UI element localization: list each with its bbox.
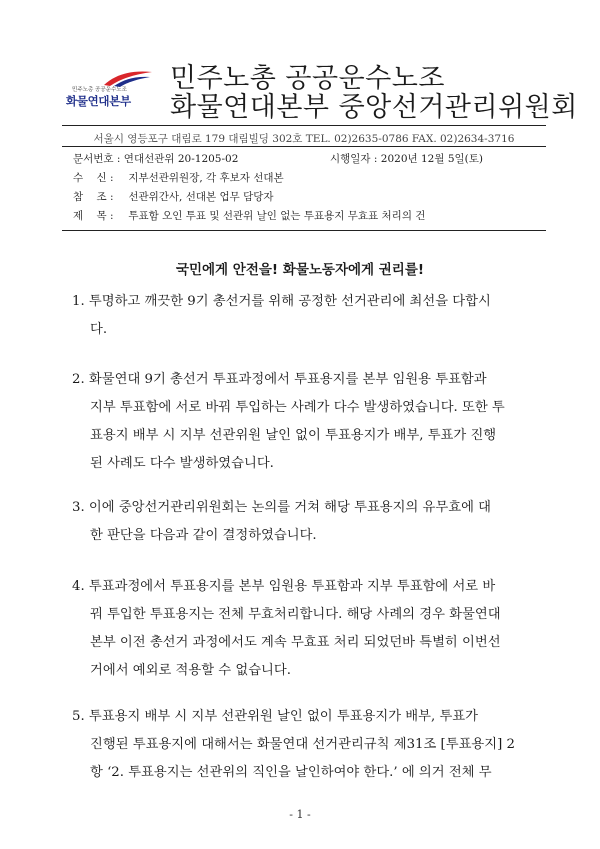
paragraph-line: 3. 이에 중앙선거관리위원회는 논의를 거쳐 해당 투표용지의 유무효에 대 <box>72 500 491 515</box>
header-divider <box>62 125 546 126</box>
paragraph-1 <box>72 288 550 344</box>
paragraph-5 <box>72 703 550 787</box>
org-title-line2: 화물연대본부 중앙선거관리위원회 <box>170 92 578 123</box>
paragraph-line: 다. <box>90 322 108 337</box>
page-number: - 1 - <box>289 808 311 821</box>
paragraph-3 <box>72 494 550 550</box>
paragraph-line: 항 ‘2. 투표용지는 선관위의 직인을 날인하여야 한다.’ 에 의거 전체 무 <box>90 765 492 780</box>
paragraph-line: 1. 투명하고 깨끗한 9기 총선거를 위해 공정한 선거관리에 최선을 다합시 <box>72 294 491 309</box>
paragraph-2 <box>72 366 550 478</box>
doc-number-label: 문서번호 : <box>73 153 121 165</box>
subject-row <box>73 208 425 223</box>
paragraph-line: 진행된 투표용지에 대해서는 화물연대 선거관리규칙 제31조 [투표용지] 2 <box>90 737 515 752</box>
paragraph-line: 된 사례도 다수 발생하였습니다. <box>90 456 274 471</box>
meta-divider <box>62 230 546 231</box>
recipient: 지부선관위원장, 각 후보자 선대본 <box>128 172 284 184</box>
cc: 선관위간사, 선대본 업무 담당자 <box>128 191 274 203</box>
cc-row <box>73 189 274 204</box>
cc-label: 참 조 : <box>73 191 114 203</box>
logo-name: 화물연대본부 <box>66 94 131 108</box>
paragraph-line: 본부 이전 총선거 과정에서도 계속 무효표 처리 되었던바 특별히 이번선 <box>90 635 501 650</box>
paragraph-line: 2. 화물연대 9기 총선거 투표과정에서 투표용지를 본부 임원용 투표함과 <box>72 372 487 387</box>
paragraph-line: 표용지 배부 시 지부 선관위원 날인 없이 투표용지가 배부, 투표가 진행 <box>90 428 497 443</box>
subject: 투표함 오인 투표 및 선관위 날인 없는 투표용지 무효표 처리의 건 <box>128 210 426 222</box>
doc-number-row <box>73 151 238 166</box>
org-title-line1: 민주노총 공공운수노조 <box>170 63 445 94</box>
paragraph-line: 4. 투표과정에서 투표용지를 본부 임원용 투표함과 지부 투표함에 서로 바 <box>72 579 496 594</box>
subject-label: 제 목 : <box>73 210 114 222</box>
paragraph-line: 5. 투표용지 배부 시 지부 선관위원 날인 없이 투표용지가 배부, 투표가 <box>72 709 478 724</box>
paragraph-line: 거에서 예외로 적용할 수 없습니다. <box>90 663 291 678</box>
date-value: 2020년 12월 5일(토) <box>380 153 483 165</box>
recipient-label: 수 신 : <box>73 172 114 184</box>
date-label: 시행일자 : <box>330 153 378 165</box>
address-divider <box>62 146 546 147</box>
paragraph-line: 한 판단을 다음과 같이 결정하였습니다. <box>90 528 317 543</box>
date-row <box>330 151 483 166</box>
address-line: 서울시 영등포구 대림로 179 대림빌딩 302호 TEL. 02)2635-0786 FAX. 02)2634-3716 <box>93 133 515 145</box>
doc-number: 연대선관위 20-1205-02 <box>123 153 239 165</box>
paragraph-line: 꿔 투입한 투표용지는 전체 무효처리합니다. 해당 사례의 경우 화물연대 <box>90 607 501 622</box>
slogan: 국민에게 안전을! 화물노동자에게 권리를! <box>175 262 425 278</box>
org-logo <box>62 66 158 114</box>
paragraph-4 <box>72 573 550 685</box>
logo-tagline: 민주노총 공공운수노조 <box>72 87 127 93</box>
recipient-row <box>73 170 284 185</box>
paragraph-line: 지부 투표함에 서로 바꿔 투입하는 사례가 다수 발생하였습니다. 또한 투 <box>90 400 505 415</box>
